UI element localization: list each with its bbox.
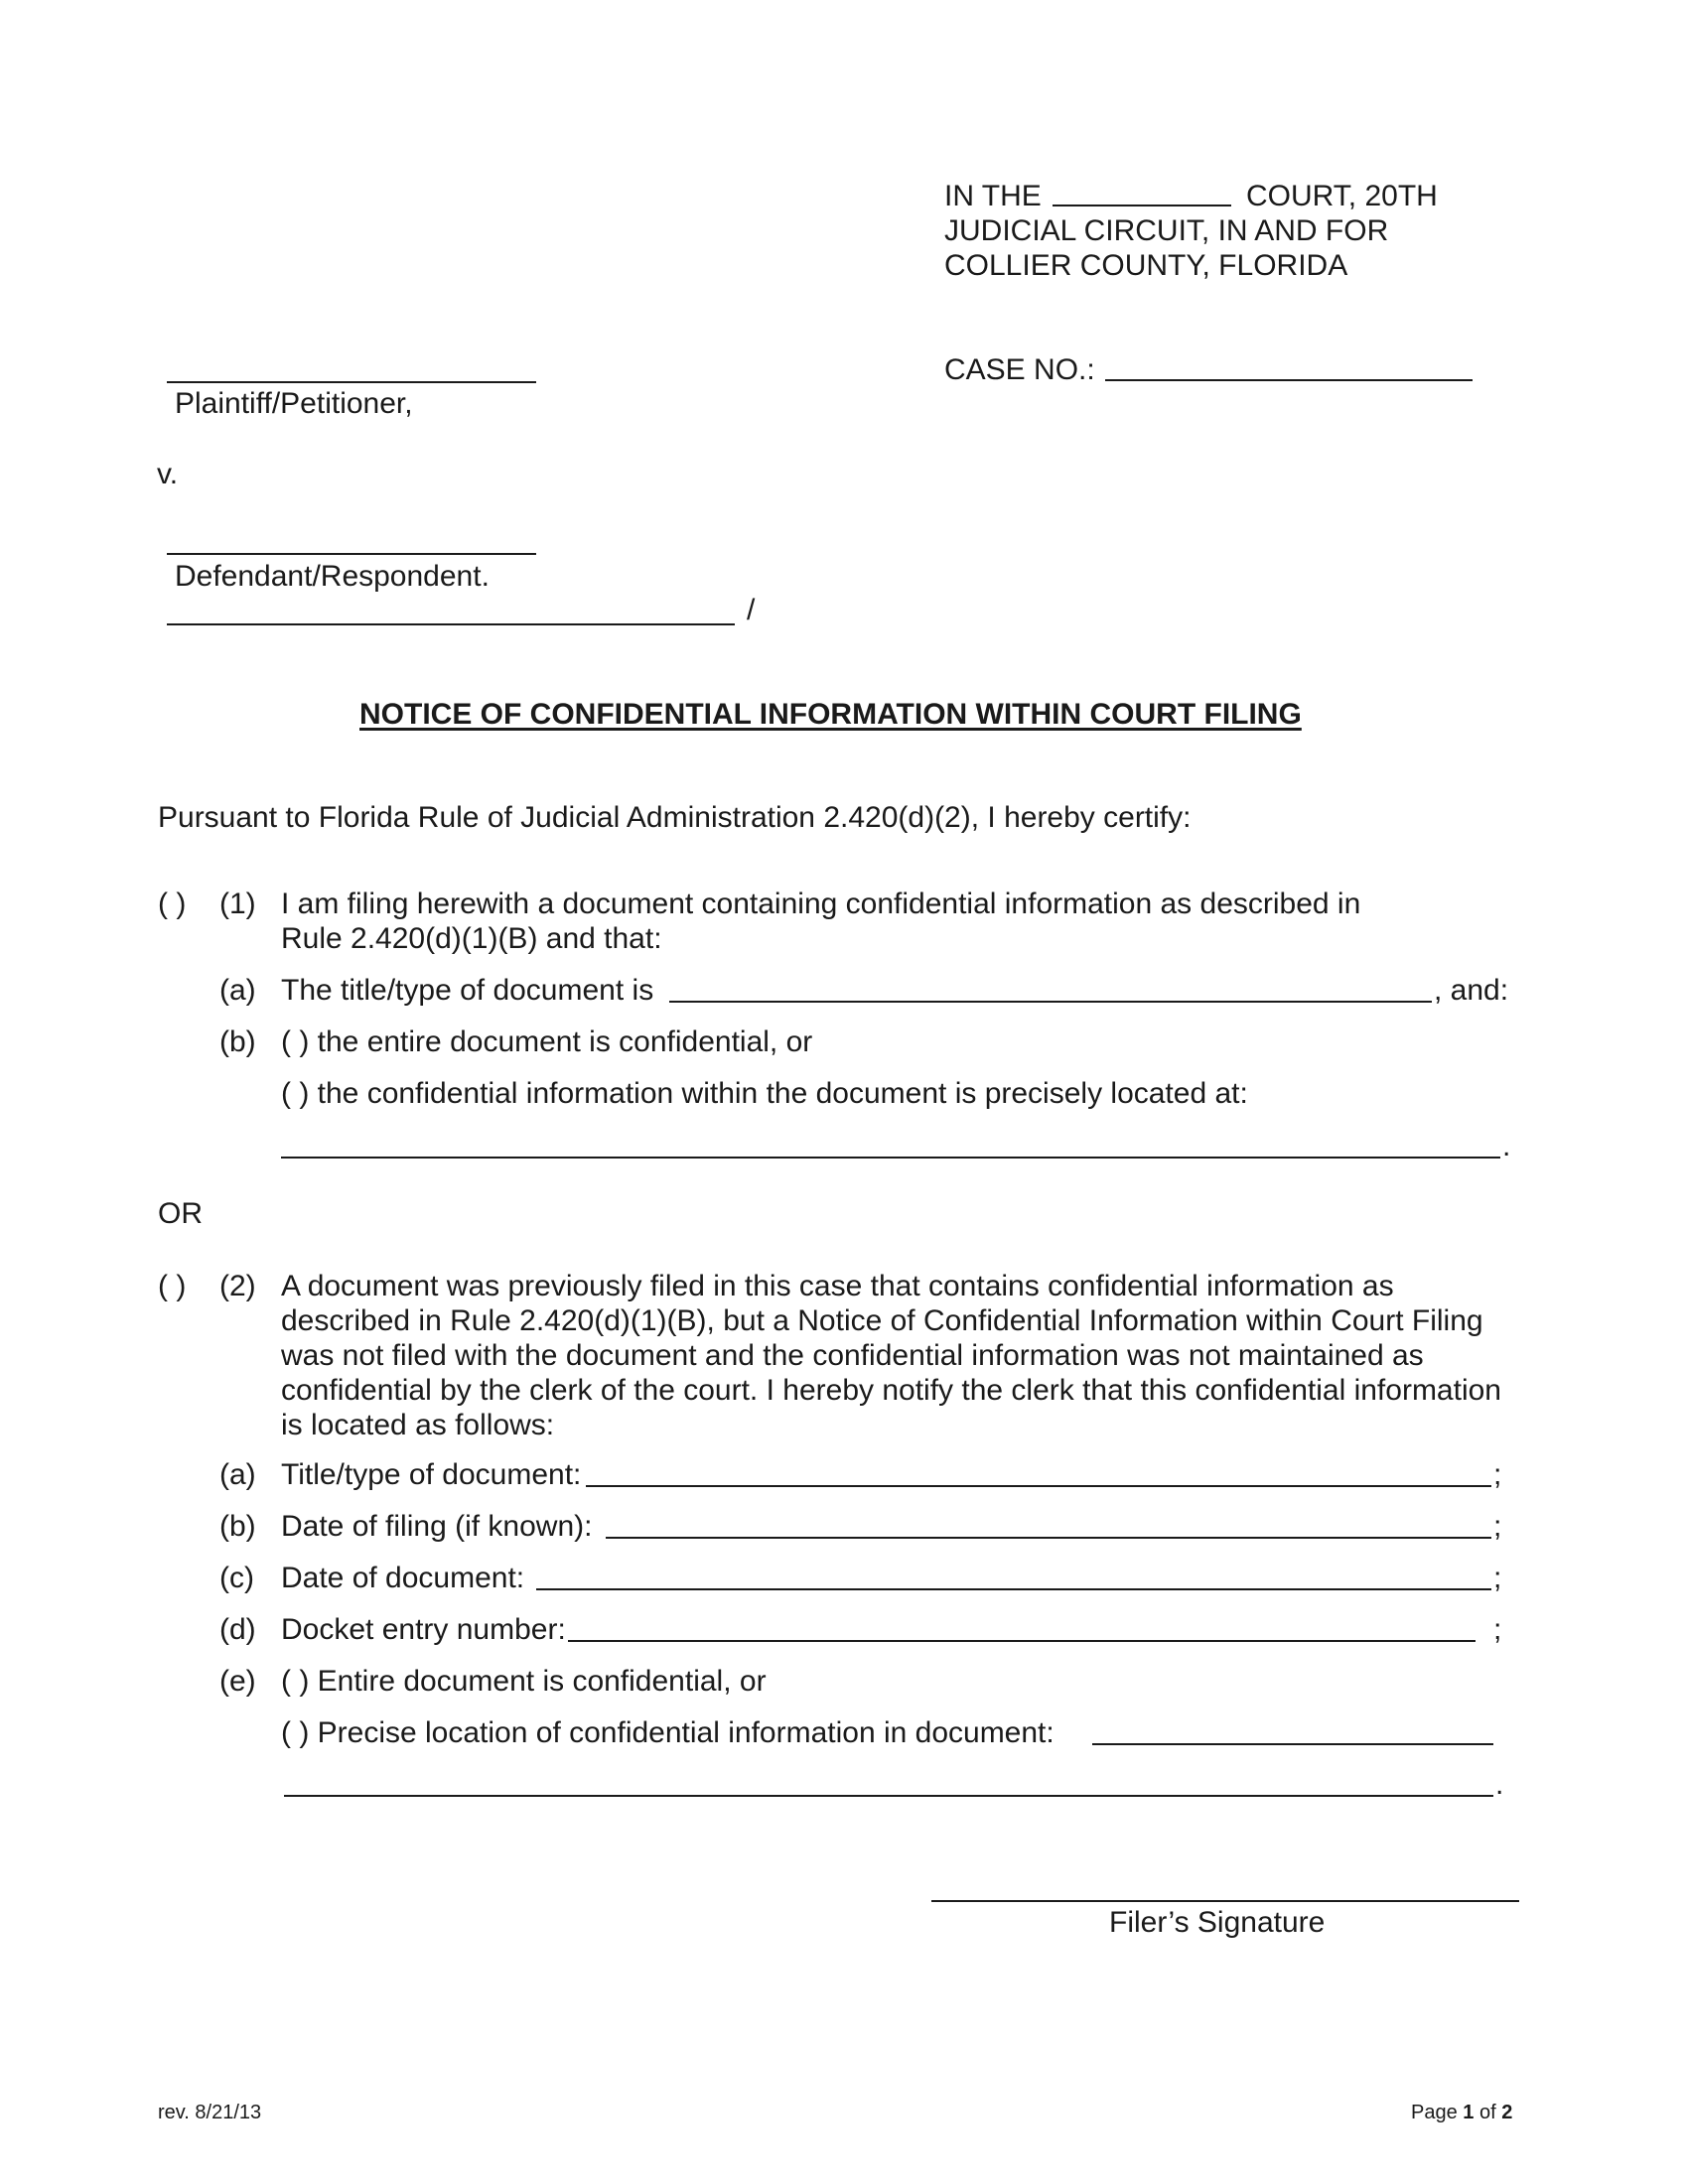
court-circuit: JUDICIAL CIRCUIT, IN AND FOR	[944, 214, 1389, 247]
option2-a-text: Title/type of document:	[281, 1458, 582, 1491]
option2-checkbox[interactable]: ( )	[158, 1270, 187, 1302]
option1-a-label: (a)	[219, 974, 256, 1007]
option2-a-semicolon: ;	[1493, 1458, 1502, 1491]
option2-c-text: Date of document:	[281, 1562, 525, 1594]
option1-b-entire[interactable]: ( ) the entire document is confidential, or	[281, 1025, 813, 1058]
defendant-name-blank	[167, 553, 536, 555]
page-title: NOTICE OF CONFIDENTIAL INFORMATION WITHIN COURT FILING	[359, 698, 1302, 731]
option2-docket-number-blank[interactable]	[568, 1640, 1476, 1642]
option2-e-label: (e)	[219, 1665, 256, 1698]
option1-b-label: (b)	[219, 1025, 256, 1058]
option2-e-entire[interactable]: ( ) Entire document is confidential, or	[281, 1665, 767, 1698]
court-name-blank	[1053, 205, 1231, 206]
option2-line3: was not filed with the document and the confidential information was not maintained as	[281, 1339, 1424, 1372]
option2-line5: is located as follows:	[281, 1409, 555, 1441]
option2-period: .	[1495, 1768, 1504, 1801]
option1-location-blank[interactable]	[281, 1157, 1500, 1159]
option2-line1: A document was previously filed in this case that contains confidential information as	[281, 1270, 1394, 1302]
option1-number: (1)	[219, 887, 256, 920]
option2-d-semicolon: ;	[1493, 1613, 1502, 1646]
court-county: COLLIER COUNTY, FLORIDA	[944, 249, 1348, 282]
versus-label: v.	[157, 458, 179, 490]
option2-b-label: (b)	[219, 1510, 256, 1543]
option2-filing-date-blank[interactable]	[606, 1537, 1491, 1539]
plaintiff-name-blank	[167, 381, 536, 383]
case-number-blank	[1105, 379, 1473, 381]
option2-e-precise[interactable]: ( ) Precise location of confidential information in document:	[281, 1716, 1055, 1749]
option1-checkbox[interactable]: ( )	[158, 887, 187, 920]
plaintiff-label: Plaintiff/Petitioner,	[175, 387, 413, 420]
option2-line2: described in Rule 2.420(d)(1)(B), but a Notice of Confidential Information within Court Filing	[281, 1304, 1483, 1337]
caption-end-blank	[167, 623, 735, 625]
signature-label: Filer’s Signature	[1109, 1906, 1326, 1939]
option1-line1: I am filing herewith a document containing confidential information as described in	[281, 887, 1361, 920]
page-indicator	[1411, 2103, 1512, 2122]
option2-number: (2)	[219, 1270, 256, 1302]
court-20th: COURT, 20TH	[1246, 180, 1438, 212]
signature-line[interactable]	[931, 1900, 1519, 1902]
option1-line-end: .	[1502, 1130, 1511, 1162]
option2-document-date-blank[interactable]	[536, 1588, 1491, 1590]
court-in-the: IN THE	[944, 180, 1042, 212]
intro-text: Pursuant to Florida Rule of Judicial Administration 2.420(d)(2), I hereby certify:	[158, 801, 1192, 834]
option1-a-end: , and:	[1434, 974, 1509, 1007]
case-number-label: CASE NO.:	[944, 353, 1095, 386]
option2-d-label: (d)	[219, 1613, 256, 1646]
option2-document-type-blank[interactable]	[586, 1485, 1491, 1487]
defendant-label: Defendant/Respondent.	[175, 560, 490, 593]
option2-c-label: (c)	[219, 1562, 254, 1594]
page-total: 2	[1501, 2102, 1513, 2123]
option2-location-blank-2[interactable]	[284, 1795, 1493, 1797]
or-label: OR	[158, 1197, 203, 1230]
option2-c-semicolon: ;	[1493, 1562, 1502, 1594]
option2-d-text: Docket entry number:	[281, 1613, 566, 1646]
option1-line2: Rule 2.420(d)(1)(B) and that:	[281, 922, 662, 955]
option2-location-blank-1[interactable]	[1092, 1743, 1493, 1745]
court-header-line1	[944, 182, 1042, 211]
option1-b-located[interactable]: ( ) the confidential information within the document is precisely located at:	[281, 1077, 1248, 1110]
page-number: 1	[1463, 2102, 1475, 2123]
page-word: Page	[1411, 2102, 1458, 2123]
option1-a-text: The title/type of document is	[281, 974, 654, 1007]
option2-line4: confidential by the clerk of the court. I hereby notify the clerk that this confidential information	[281, 1374, 1501, 1407]
option1-document-type-blank[interactable]	[669, 1001, 1432, 1003]
option2-b-text: Date of filing (if known):	[281, 1510, 593, 1543]
option2-b-semicolon: ;	[1493, 1510, 1502, 1543]
option2-a-label: (a)	[219, 1458, 256, 1491]
caption-slash: /	[747, 594, 756, 626]
revision-date: rev. 8/21/13	[158, 2102, 262, 2123]
page-of: of	[1478, 2102, 1496, 2123]
